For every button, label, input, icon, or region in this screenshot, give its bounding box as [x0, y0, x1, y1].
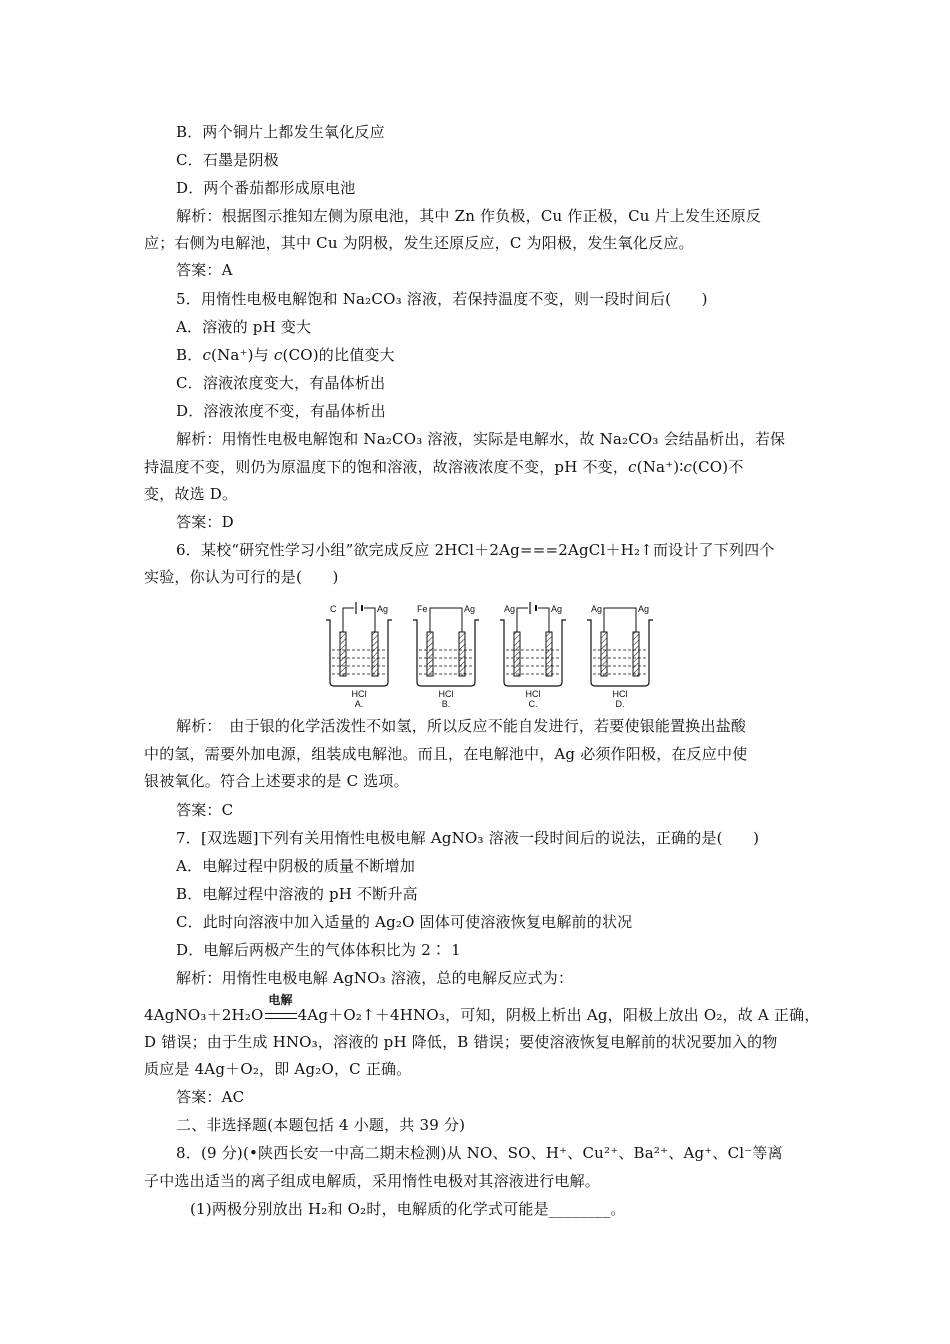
electrolysis-condition: 电解	[264, 1005, 298, 1025]
q7-explanation-1: 解析：用惰性电极电解 AgNO₃ 溶液，总的电解反应式为：	[176, 969, 574, 987]
q5-answer: 答案：D	[176, 513, 234, 531]
electrode-right	[459, 632, 465, 676]
q4-explanation-1: 解析：根据图示推知左侧为原电池，其中 Zn 作负极，Cu 作正极，Cu 片上发生还原反	[176, 207, 762, 225]
q7-option-d: D．电解后两极产生的气体体积比为 2∶ 1	[176, 941, 461, 959]
q6-explanation-1: 解析： 由于银的化学活泼性不如氢，所以反应不能自发进行，若要使银能置换出盐酸	[176, 717, 747, 735]
electrode-label-right: Ag	[638, 604, 650, 614]
q5-option-c: C．溶液浓度变大，有晶体析出	[176, 374, 386, 392]
q5-option-a: A．溶液的 pH 变大	[176, 318, 312, 336]
beaker	[413, 620, 479, 686]
q5-option-b: B．c(Na⁺)与 c(CO)的比值变大	[176, 346, 395, 364]
electrode-label-left: Fe	[417, 604, 428, 614]
beaker	[326, 620, 392, 686]
option-label: C.	[528, 699, 538, 709]
electrode-right	[633, 632, 639, 676]
q5-explanation-1: 解析：用惰性电极电解饱和 Na₂CO₃ 溶液，实际是电解水，故 Na₂CO₃ 会结晶析出，若保	[176, 430, 786, 448]
electrode-label-right: Ag	[464, 604, 476, 614]
q7-option-b: B．电解过程中溶液的 pH 不断升高	[176, 885, 418, 903]
q7-answer: 答案：AC	[176, 1088, 245, 1106]
electrode-left	[340, 632, 346, 676]
electrode-left	[514, 632, 520, 676]
q4-option-c: C．石墨是阴极	[176, 151, 279, 169]
q6-explanation-3: 银被氧化。符合上述要求的是 C 选项。	[144, 772, 409, 790]
wire	[604, 608, 636, 632]
electrolysis-apparatus-figure	[324, 598, 664, 710]
q8-stem-2: 子中选出适当的离子组成电解质，采用惰性电极对其溶液进行电解。	[144, 1172, 601, 1190]
cell-3	[500, 602, 566, 709]
cell-2	[413, 604, 479, 709]
q6-stem-2: 实验，你认为可行的是( )	[144, 568, 339, 586]
electrode-label-left: Ag	[591, 604, 603, 614]
cell-1	[326, 602, 392, 709]
beaker	[587, 620, 653, 686]
wire	[430, 608, 462, 632]
q7-option-a: A．电解过程中阴极的质量不断增加	[176, 857, 416, 875]
electrode-label-left: C	[330, 604, 337, 614]
option-label: B.	[441, 699, 451, 709]
q5-option-d: D．溶液浓度不变，有晶体析出	[176, 402, 386, 420]
electrode-right	[546, 632, 552, 676]
q6-stem-1: 6．某校“研究性学习小组”欲完成反应 2HCl＋2Ag===2AgCl＋H₂↑而设计了下列四个	[176, 541, 775, 559]
q6-answer: 答案：C	[176, 801, 234, 819]
cell-4	[587, 604, 653, 709]
q8-sub-question-1: (1)两极分别放出 H₂和 O₂时，电解质的化学式可能是________。	[190, 1200, 626, 1218]
q6-explanation-2: 中的氢，需要外加电源，组装成电解池。而且，在电解池中，Ag 必须作阳极，在反应中使	[144, 745, 748, 763]
q5-explanation-2: 持温度不变，则仍为原温度下的饱和溶液，故溶液浓度不变，pH 不变，c(Na⁺)∶c(CO)不	[144, 458, 744, 476]
q7-stem: 7．[双选题]下列有关用惰性电极电解 AgNO₃ 溶液一段时间后的说法，正确的是( )	[176, 829, 760, 847]
q4-answer: 答案：A	[176, 261, 233, 279]
q7-equation-line: 4AgNO₃＋2H₂O 电解 4Ag＋O₂↑＋4HNO₃，可知，阴极上析出 Ag，阳极上放出 O₂，故 A 正确，	[144, 993, 820, 1024]
solution-label: HCl	[612, 689, 628, 699]
solution-label: HCl	[438, 689, 454, 699]
electrode-label-right: Ag	[377, 604, 389, 614]
electrode-left	[427, 632, 433, 676]
q4-option-b: B．两个铜片上都发生氧化反应	[176, 123, 385, 141]
q4-explanation-2: 应；右侧为电解池，其中 Cu 为阴极，发生还原反应，C 为阳极，发生氧化反应。	[144, 234, 694, 252]
beaker	[500, 620, 566, 686]
section-2-heading: 二、非选择题(本题包括 4 小题，共 39 分)	[176, 1116, 466, 1134]
q7-explanation-2: D 错误；由于生成 HNO₃，溶液的 pH 降低，B 错误；要使溶液恢复电解前的状况要加入的物	[144, 1033, 778, 1051]
q4-option-d: D．两个番茄都形成原电池	[176, 179, 356, 197]
electrode-label-right: Ag	[551, 604, 563, 614]
q8-stem-1: 8．(9 分)(•陕西长安一中高二期末检测)从 NO、SO、H⁺、Cu²⁺、Ba²⁺、Ag⁺、Cl⁻等离	[176, 1144, 783, 1162]
q5-explanation-3: 变，故选 D。	[144, 485, 238, 503]
q7-option-c: C．此时向溶液中加入适量的 Ag₂O 固体可使溶液恢复电解前的状况	[176, 913, 633, 931]
electrode-left	[601, 632, 607, 676]
solution-label: HCl	[351, 689, 367, 699]
electrode-label-left: Ag	[504, 604, 516, 614]
q7-explanation-3: 质应是 4Ag＋O₂，即 Ag₂O，C 正确。	[144, 1060, 412, 1078]
option-label: D.	[615, 699, 625, 709]
q5-stem: 5．用惰性电极电解饱和 Na₂CO₃ 溶液，若保持温度不变，则一段时间后( )	[176, 290, 708, 308]
option-label: A.	[354, 699, 364, 709]
electrode-right	[372, 632, 378, 676]
solution-label: HCl	[525, 689, 541, 699]
